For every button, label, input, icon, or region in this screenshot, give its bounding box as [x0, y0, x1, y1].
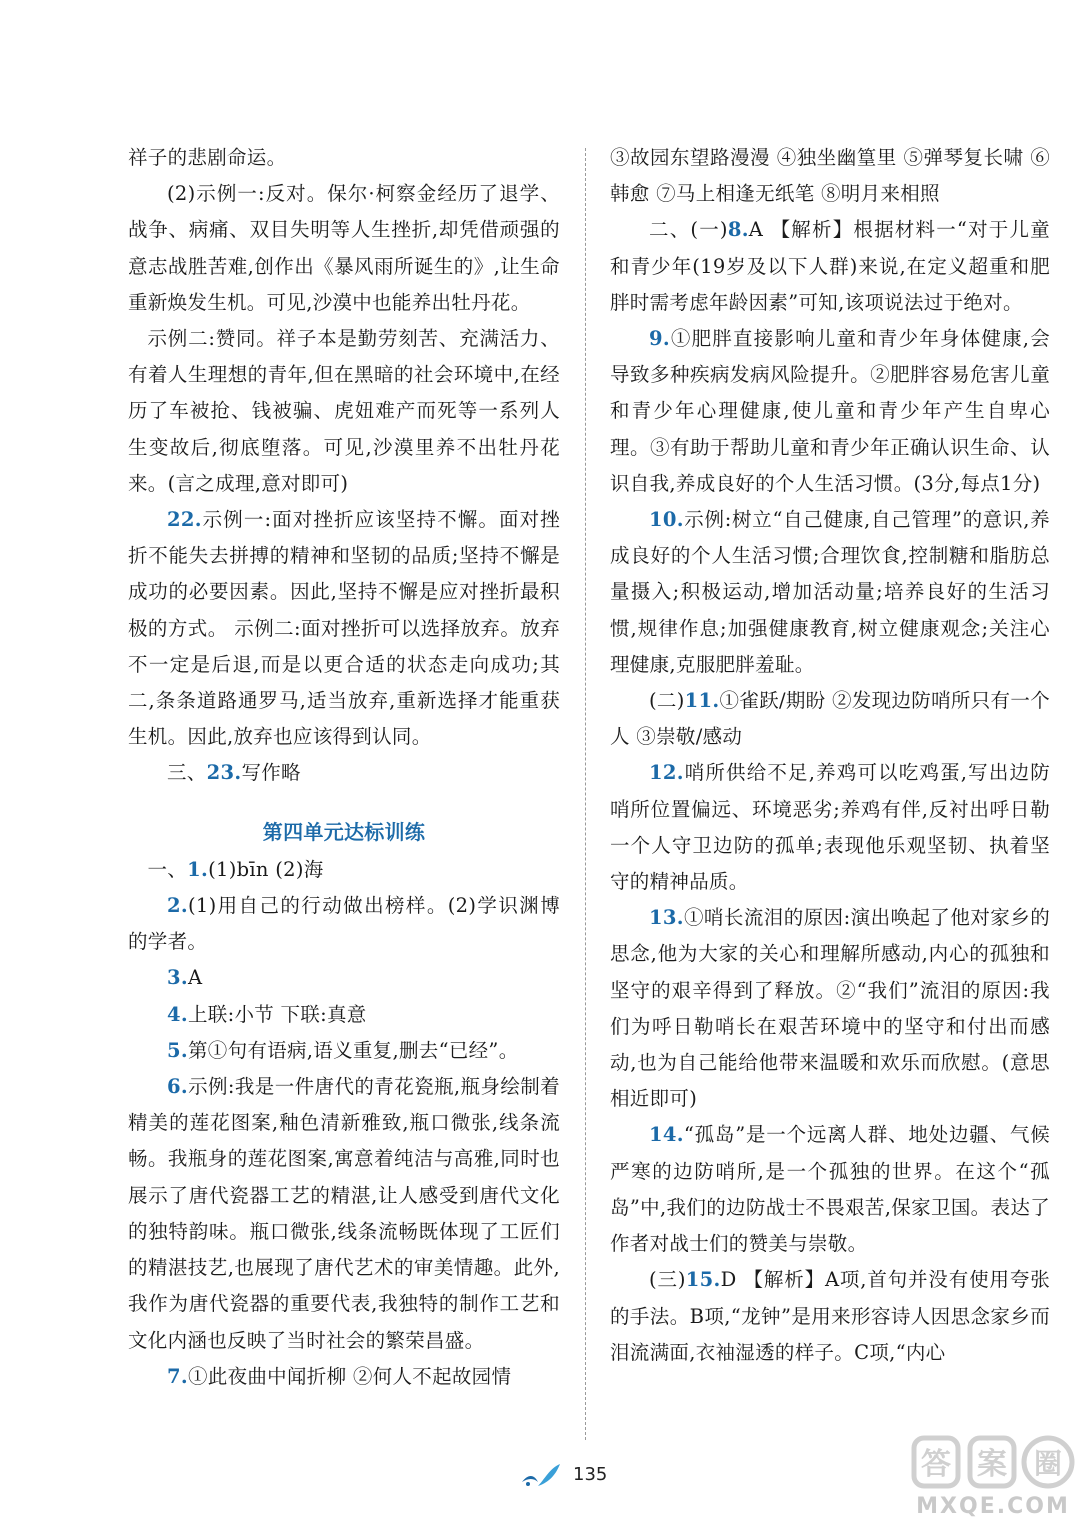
wm-char-3: 圈: [1033, 1447, 1063, 1480]
wm-char-1: 答: [921, 1447, 951, 1482]
section-prefix: 二、(一): [649, 218, 728, 242]
answer-text: ①哨长流泪的原因:演出唤起了他对家乡的思念,他为大家的关心和理解所感动,内心的孤独和坚守的艰辛得到了释放。②“我们”流泪的原因:我们为呼日勒哨长在艰苦环境中的坚守和付出而感动,也为自己能给他带来温暖和欢乐而欣慰。(意思相近即可): [610, 906, 1050, 1111]
answer-paragraph: [128, 852, 560, 888]
answer-text: 示例:我是一件唐代的青花瓷瓶,瓶身绘制着精美的莲花图案,釉色清新雅致,瓶口微张,线条流畅。我瓶身的莲花图案,寓意着纯洁与高雅,同时也展示了唐代瓷器工艺的精湛,让人感受到唐代文化的独特韵味。瓶口微张,线条流畅既体现了工匠们的精湛技艺,也展现了唐代艺术的审美情趣。此外,我作为唐代瓷器的重要代表,我独特的制作工艺和文化内涵也反映了当时社会的繁荣昌盛。: [128, 1075, 560, 1352]
answer-text: 写作略: [241, 761, 301, 785]
answer-paragraph: [128, 755, 560, 791]
answer-paragraph: [610, 1117, 1050, 1262]
answer-paragraph: [128, 1359, 560, 1395]
answer-paragraph: [128, 1033, 560, 1069]
column-divider: [585, 148, 586, 1440]
question-number: 1.: [187, 857, 209, 881]
answer-text: ①此夜曲中闻折柳 ②何人不起故园情: [187, 1364, 512, 1388]
question-number: 3.: [167, 966, 188, 990]
answer-text: 第①句有语病,语义重复,删去“已经”。: [187, 1038, 519, 1062]
answer-paragraph: [610, 683, 1050, 755]
answer-text: D 【解析】A项,首句并没有使用夸张的手法。B项,“龙钟”是用来形容诗人因思念家乡而泪流满面,衣袖湿透的样子。C项,“内心: [610, 1268, 1050, 1364]
question-number: 2.: [167, 894, 188, 918]
answer-paragraph: [610, 321, 1050, 502]
answer-paragraph: [128, 502, 560, 755]
question-number: 5.: [167, 1038, 188, 1062]
answer-text: ①雀跃/期盼 ②发现边防哨所只有一个人 ③崇敬/感动: [610, 689, 1050, 749]
answer-text: (2)示例一:反对。保尔·柯察金经历了退学、战争、病痛、双目失明等人生挫折,却凭借顽强的意志战胜苦难,创作出《暴风雨所诞生的》,让生命重新焕发生机。可见,沙漠中也能养出牡丹花。: [128, 182, 560, 314]
question-number: 12.: [649, 761, 684, 785]
answer-paragraph: [128, 176, 560, 321]
answer-paragraph: [610, 140, 1050, 212]
answer-text: ③故园东望路漫漫 ④独坐幽篁里 ⑤弹琴复长啸 ⑥韩愈 ⑦马上相逢无纸笔 ⑧明月来相照: [610, 146, 1050, 206]
section-prefix: 一、: [147, 857, 188, 881]
question-number: 14.: [649, 1123, 684, 1147]
answer-text: A: [187, 966, 203, 990]
watermark-text: MXQE.COM: [916, 1494, 1070, 1519]
answer-text: 祥子的悲剧命运。: [128, 146, 287, 169]
answer-text: 哨所供给不足,养鸡可以吃鸡蛋,写出边防哨所位置偏远、环境恶劣;养鸡有伴,反衬出呼日勒一个人守卫边防的孤单;表现他乐观坚韧、执着坚守的精神品质。: [610, 761, 1050, 894]
question-number: 8.: [727, 218, 749, 242]
answer-paragraph: [610, 502, 1050, 683]
answer-text: (1)用自己的行动做出榜样。(2)学识渊博的学者。: [128, 894, 560, 954]
section-prefix: (二): [649, 689, 685, 713]
answer-paragraph: [128, 888, 560, 960]
section-title: 第四单元达标训练: [262, 819, 426, 844]
watermark: [908, 1432, 1078, 1528]
question-number: 15.: [685, 1268, 721, 1292]
answer-paragraph: [610, 1262, 1050, 1371]
answer-text: ①肥胖直接影响儿童和青少年身体健康,会导致多种疾病发病风险提升。②肥胖容易危害儿童和青少年心理健康,使儿童和青少年产生自卑心理。③有助于帮助儿童和青少年正确认识生命、认识自我,养成良好的个人生活习惯。(3分,每点1分): [610, 327, 1050, 495]
answer-text: 示例:树立“自己健康,自己管理”的意识,养成良好的个人生活习惯;合理饮食,控制糖和脂肪总量摄入;积极运动,增加活动量;培养良好的生活习惯,规律作息;加强健康教育,树立健康观念;关注心理健康,克服肥胖羞耻。: [610, 508, 1050, 676]
question-number: 4.: [167, 1002, 188, 1026]
page-number: 135: [573, 1464, 608, 1485]
right-column: [610, 140, 1050, 1371]
answer-text: 示例二:赞同。祥子本是勤劳刻苦、充满活力、有着人生理想的青年,但在黑暗的社会环境中,在经历了车被抢、钱被骗、虎妞难产而死等一系列人生变故后,彻底堕落。可见,沙漠里养不出牡丹花来。(言之成理,意对即可): [128, 327, 560, 495]
answer-text: A 【解析】根据材料一“对于儿童和青少年(19岁及以下人群)来说,在定义超重和肥胖时需考虑年龄因素”可知,该项说法过于绝对。: [610, 218, 1050, 314]
question-number: 13.: [649, 906, 684, 930]
answer-text: (1)bīn (2)海: [208, 857, 324, 881]
left-column: [128, 140, 560, 1395]
answer-paragraph: [610, 755, 1050, 900]
section-prefix: 三、: [167, 761, 207, 785]
question-number: 6.: [167, 1075, 188, 1099]
answer-paragraph: [128, 1069, 560, 1359]
answer-paragraph: [610, 900, 1050, 1117]
answer-paragraph: [128, 140, 560, 176]
question-number: 10.: [649, 508, 684, 532]
question-number: 9.: [649, 327, 670, 351]
question-number: 23.: [206, 761, 242, 785]
answer-paragraph: [128, 321, 560, 502]
section-prefix: (三): [649, 1268, 686, 1292]
answer-paragraph: [610, 212, 1050, 321]
answer-text: 上联:小节 下联:真意: [187, 1002, 367, 1026]
wave-leaf-icon: [520, 1460, 566, 1490]
answer-text: “孤岛”是一个远离人群、地处边疆、气候严寒的边防哨所,是一个孤独的世界。在这个“孤岛”中,我们的边防战士不畏艰苦,保家卫国。表达了作者对战士们的赞美与崇敬。: [610, 1123, 1050, 1256]
answer-text: 示例一:面对挫折应该坚持不懈。面对挫折不能失去拼搏的精神和坚韧的品质;坚持不懈是成功的必要因素。因此,坚持不懈是应对挫折最积极的方式。 示例二:面对挫折可以选择放弃。放弃不一定是后退,而是以更合适的状态走向成功;其二,条条道路通罗马,适当放弃,重新选择才能重获生机。因此,放弃也应该得到认同。: [128, 508, 560, 749]
question-number: 7.: [167, 1364, 188, 1388]
watermark-logo-icon: [908, 1432, 1078, 1496]
answer-paragraph: [128, 960, 560, 996]
wm-char-2: 案: [977, 1447, 1007, 1482]
answer-paragraph: [128, 997, 560, 1033]
question-number: 11.: [684, 689, 720, 713]
question-number: 22.: [167, 508, 202, 532]
